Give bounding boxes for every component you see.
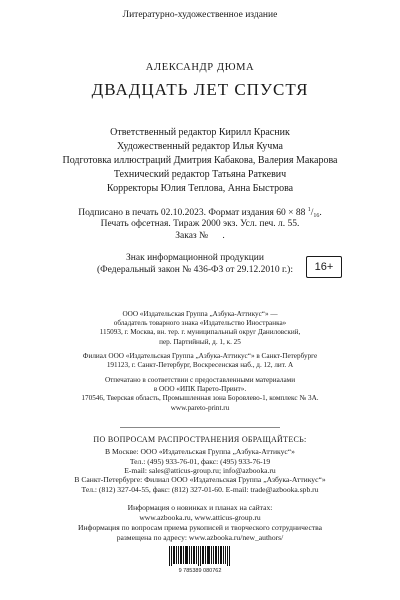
format-fraction-denominator: 16 <box>313 213 320 219</box>
printing-format-text: Подписано в печать 02.10.2023. Формат издания 60 × 88 <box>78 208 306 218</box>
printer-line: Отпечатано в соответствии с предоставленными материалами <box>104 376 296 384</box>
info-mark-law: (Федеральный закон № 436-ФЗ от 29.12.2010 г.): <box>97 265 293 275</box>
order-number-label: Заказ № <box>175 231 209 241</box>
news-info <box>0 503 400 522</box>
publisher-line: пер. Партийный, д. 1, к. 25 <box>159 337 241 346</box>
distribution-line: В Москве: ООО «Издательская Группа „Азбука-Аттикус“» <box>105 447 295 456</box>
credit-line: Корректоры Юлия Теплова, Анна Быстрова <box>106 183 294 194</box>
distribution-line: Тел.: (812) 327-04-55, факс: (812) 327-01-60. E-mail: trade@azbooka.spb.ru <box>81 484 319 494</box>
barcode-icon <box>168 546 232 566</box>
publisher-line: ООО «Издательская Группа „Азбука-Аттикус“» — <box>122 310 278 318</box>
divider <box>120 427 280 428</box>
distribution-line: В Санкт-Петербурге: Филиал ООО «Издательская Группа „Азбука-Аттикус“» <box>74 475 326 484</box>
printer-line: 170546, Тверская область, Промышленная зона Боровлево-1, комплекс № 3А. <box>81 394 319 403</box>
credit-line: Подготовка иллюстраций Дмитрия Кабакова, Валерия Макарова <box>62 155 338 166</box>
distribution-moscow <box>0 447 400 476</box>
format-fraction-numerator: 1 <box>307 207 311 213</box>
barcode-number: 9 785389 080762 <box>178 568 222 574</box>
book-author: АЛЕКСАНДР ДЮМА <box>145 62 255 73</box>
authors-line: Информация по вопросам приема рукописей и творческого сотрудничества <box>78 523 322 532</box>
news-sites: www.azbooka.ru, www.atticus-group.ru <box>139 512 261 522</box>
order-number-line: Заказ № . <box>175 231 225 241</box>
distribution-line: Тел.: (495) 933-76-01, факс: (495) 933-76-19 <box>129 456 271 466</box>
printer-line: в ООО «ИПК Парето-Принт». <box>153 385 247 394</box>
credit-line: Технический редактор Татьяна Раткевич <box>113 169 287 180</box>
printing-format-line: Подписано в печать 02.10.2023. Формат издания 60 × 88 $^1/_{16}$. <box>78 207 322 219</box>
publisher-block <box>0 310 400 347</box>
branch-block <box>0 352 400 370</box>
printer-block <box>0 376 400 413</box>
distribution-email: E-mail: sales@atticus-group.ru; info@azbooka.ru <box>124 466 276 476</box>
info-mark-line: Знак информационной продукции <box>126 253 264 263</box>
branch-line: Филиал ООО «Издательская Группа „Азбука-Аттикус“» в Санкт-Петербурге <box>82 352 318 360</box>
authors-link: размещена по адресу: www.azbooka.ru/new_authors/ <box>116 532 284 542</box>
publisher-line: обладатель товарного знака «Издательство Иностранка» <box>113 319 287 328</box>
credit-line: Ответственный редактор Кирилл Красник <box>110 127 290 138</box>
branch-line: 191123, г. Санкт-Петербург, Воскресенская наб., д. 12, лит. А <box>106 361 294 370</box>
info-mark-text <box>88 252 302 276</box>
publisher-line: 115093, г. Москва, вн. тер. г. муниципальный округ Даниловский, <box>99 328 301 337</box>
news-line: Информация о новинках и планах на сайтах: <box>127 503 273 512</box>
book-title: ДВАДЦАТЬ ЛЕТ СПУСТЯ <box>91 80 309 99</box>
printing-run-line: Печать офсетная. Тираж 2000 экз. Усл. печ. л. 55. <box>100 219 300 229</box>
distribution-spb <box>0 475 400 494</box>
credits-list <box>0 126 400 196</box>
edition-label: Литературно-художественное издание <box>122 10 278 20</box>
credit-line: Художественный редактор Илья Кучма <box>116 141 283 152</box>
printer-link: www.pareto-print.ru <box>170 403 230 412</box>
authors-info <box>0 523 400 542</box>
age-rating-badge: 16+ <box>306 256 342 278</box>
distribution-heading: ПО ВОПРОСАМ РАСПРОСТРАНЕНИЯ ОБРАЩАЙТЕСЬ: <box>93 435 307 444</box>
